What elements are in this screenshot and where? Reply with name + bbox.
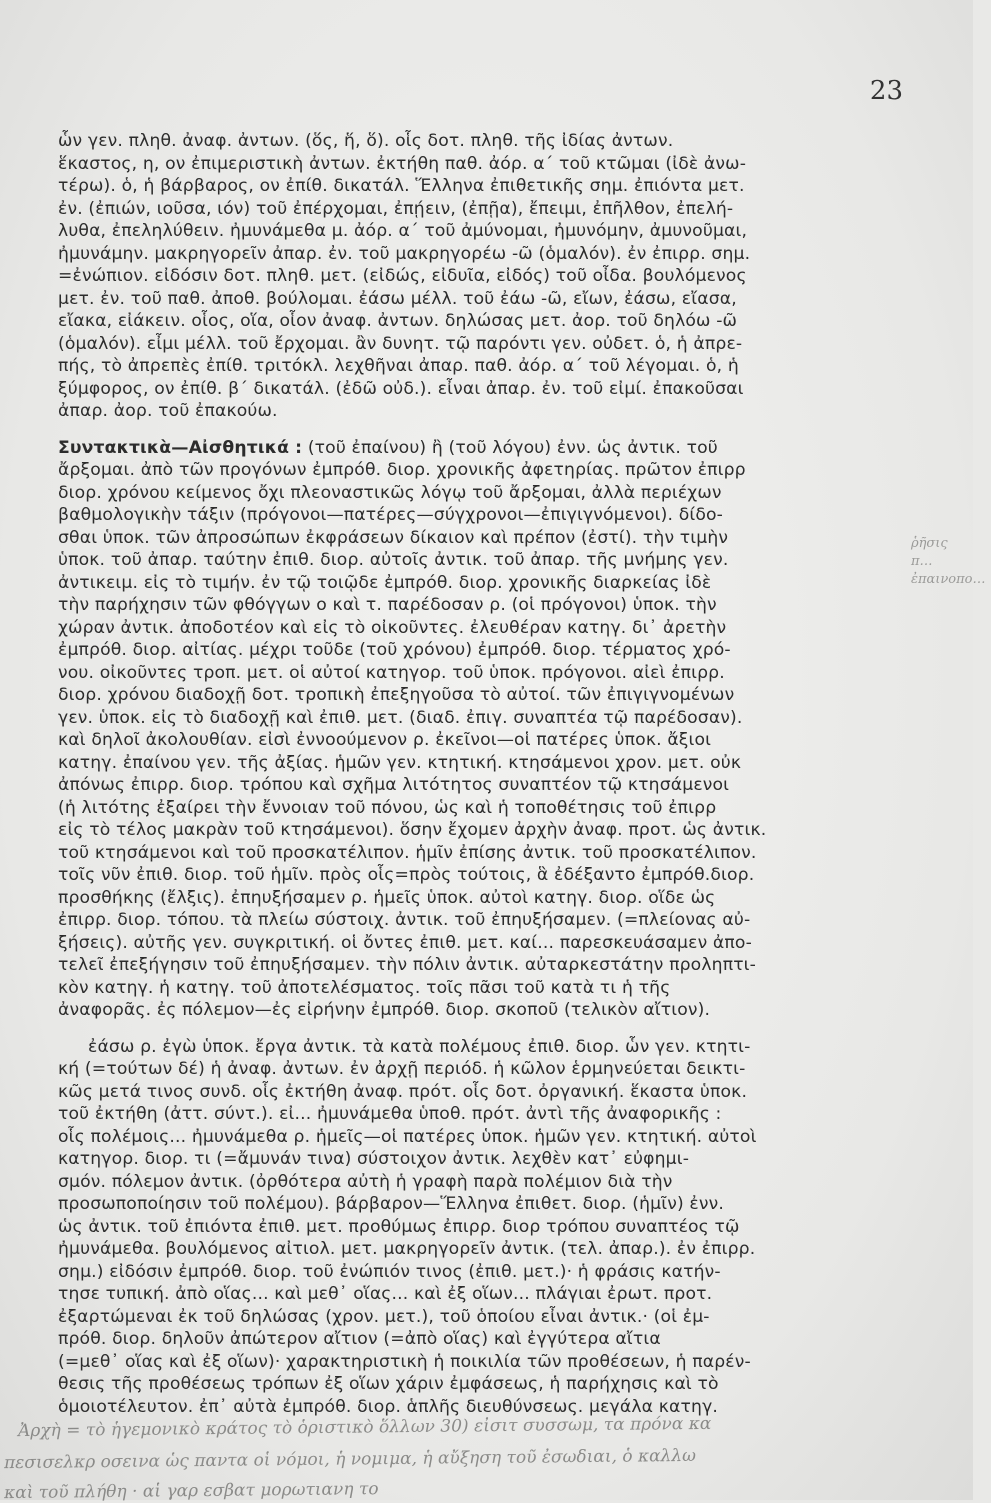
text-line: ὁμοιοτέλευτον. ἐπ᾽ αὐτὰ ἐμπρόθ. διορ. ἁπλῆς διευθύνσεως. μεγάλα κατηγ.	[58, 1396, 719, 1417]
handwritten-note-line-2: πεσισελκρ οσεινα ὡς παντα οἱ νόμοι, ἡ νομιμα, ἡ αὔξηση τοῦ ἐσωδιαι, ὁ καλλω	[3, 1445, 697, 1474]
text-line: βαθμολογικὴν τάξιν (πρόγονοι—πατέρες—σύγχρονοι—ἐπιγιγνόμενοι). δίδο-	[58, 505, 724, 525]
text-line: χώραν ἀντικ. ἀποδοτέον καὶ εἰς τὸ οἰκοῦντες. ἐλευθέραν κατηγ. δι᾽ ἀρετὴν	[58, 617, 727, 638]
text-line-rest: (τοῦ ἐπαίνου) ἢ (τοῦ λόγου) ἐνν. ὡς ἀντικ. τοῦ	[307, 437, 718, 458]
text-line: τοῦ κτησάμενοι καὶ τοῦ προσκατέλιπον. ἡμῖν ἐπίσης ἀντικ. τοῦ προσκατέλιπον.	[58, 842, 757, 863]
text-line: μετ. ἐν. τοῦ παθ. ἀποθ. βούλομαι. ἐάσω μέλλ. τοῦ ἐάω -ῶ, εἴων, ἐάσω, εἴασα,	[58, 288, 737, 309]
margin-handwritten-note: ῥῆσις π… ἐπαινοπο…	[911, 536, 986, 587]
paragraph	[58, 437, 916, 1022]
text-line: πής, τὸ ἀπρεπὲς ἐπίθ. τριτόκλ. λεχθῆναι ἀπαρ. παθ. ἀόρ. α΄ τοῦ λέγομαι. ὁ, ἡ	[58, 356, 739, 376]
text-line: διορ. χρόνου διαδοχῇ δοτ. τροπικὴ ἐπεξηγοῦσα τὸ αὐτοί. τῶν ἐπιγιγνομένων	[58, 685, 735, 705]
text-line: θεσις τῆς προθέσεως τρόπων ἐξ οἵων χάριν ἐμφάσεως, ἡ παρήχησις καὶ τὸ	[58, 1374, 719, 1394]
text-line: ἠμυνάμεθα. βουλόμενος αἰτιολ. μετ. μακρηγορεῖν ἀντικ. (τελ. ἀπαρ.). ἐν ἐπιρρ.	[58, 1239, 756, 1259]
text-line: πρόθ. διορ. δηλοῦν ἀπώτερον αἴτιον (=ἀπὸ οἵας) καὶ ἐγγύτερα αἴτια	[58, 1329, 661, 1349]
text-line: ἀντικειμ. εἰς τὸ τιμήν. ἐν τῷ τοιῷδε ἐμπρόθ. διορ. χρονικῆς διαρκείας ἰδὲ	[58, 572, 712, 593]
text-line: ὡς ἀντικ. τοῦ ἐπιόντα ἐπιθ. μετ. προθύμως ἐπιρρ. διορ τρόπου συναπτέος τῷ	[58, 1216, 740, 1237]
text-line: (ὁμαλόν). εἶμι μέλλ. τοῦ ἔρχομαι. ἂν δυνητ. τῷ παρόντι γεν. οὐδετ. ὁ, ἡ ἀπρε-	[58, 333, 743, 354]
text-line: σμόν. πόλεμον ἀντικ. (ὀρθότερα αὐτὴ ἡ γραφὴ παρὰ πολέμιον διὰ τὴν	[58, 1171, 673, 1192]
text-line: ἐξαρτώμεναι ἐκ τοῦ δηλώσας (χρον. μετ.), τοῦ ὁποίου εἶναι ἀντικ.· (οἱ ἐμ-	[58, 1306, 710, 1327]
text-line: νου. οἰκοῦντες τροπ. μετ. οἱ αὐτοί κατηγορ. τοῦ ὑποκ. πρόγονοι. αἰεὶ ἐπιρρ.	[58, 662, 725, 683]
text-line: ἐάσω ρ. ἐγὼ ὑποκ. ἔργα ἀντικ. τὰ κατὰ πολέμους ἐπιθ. διορ. ὧν γεν. κτητι-	[88, 1036, 751, 1057]
text-line	[58, 437, 916, 460]
text-line: ξύμφορος, ον ἐπίθ. β΄ δικατάλ. (ἐδῶ οὐδ.). εἶναι ἀπαρ. ἐν. τοῦ εἰμί. ἐπακοῦσαι	[58, 378, 744, 399]
text-line: ξήσεις). αὐτῆς γεν. συγκριτική. οἱ ὄντες ἐπιθ. μετ. καί... παρεσκευάσαμεν ἀπο-	[58, 932, 752, 953]
text-line: ἐν. (ἐπιών, ιοῦσα, ιόν) τοῦ ἐπέρχομαι, ἐπῄειν, (ἐπῇα), ἔπειμι, ἐπῆλθον, ἐπελή-	[58, 198, 734, 219]
text-line: ὧν γεν. πληθ. ἀναφ. ἀντων. (ὅς, ἥ, ὅ). οἷς δοτ. πληθ. τῆς ἰδίας ἀντων.	[58, 131, 674, 151]
text-line: προσθήκης (ἔλξις). ἐπηυξήσαμεν ρ. ἡμεῖς ὑποκ. αὐτοὶ κατηγ. διορ. οἵδε ὡς	[58, 887, 716, 908]
handwritten-note-line-1: Ἀρχὴ = τὸ ἡγεμονικὸ κράτος τὸ ὁριστικὸ ὅλλων 30) εἰσιτ συσσωμ, τα πρόνα κα	[17, 1413, 712, 1442]
text-line: ἀπαρ. ἀορ. τοῦ ἐπακούω.	[58, 401, 278, 421]
text-line: διορ. χρόνου κείμενος ὄχι πλεοναστικῶς λόγῳ τοῦ ἄρξομαι, ἀλλὰ περιέχων	[58, 482, 722, 503]
text-line: (ἡ λιτότης ἐξαίρει τὴν ἔννοιαν τοῦ πόνου, ὡς καὶ ἡ τοποθέτησις τοῦ ἐπιρρ	[58, 797, 717, 818]
text-line: λυθα, ἐπεληλύθειν. ἠμυνάμεθα μ. ἀόρ. α΄ τοῦ ἀμύνομαι, ἠμυνόμην, ἀμυνοῦμαι,	[58, 221, 748, 241]
text-line: εἴακα, εἰάκειν. οἷος, οἵα, οἷον ἀναφ. ἀντων. δηλώσας μετ. ἀορ. τοῦ δηλόω -ῶ	[58, 311, 738, 331]
text-line: =ἐνώπιον. εἰδόσιν δοτ. πληθ. μετ. (εἰδώς, εἰδυῖα, εἰδός) τοῦ οἶδα. βουλόμενος	[58, 266, 747, 286]
text-line: ἀναφορᾶς. ἐς πόλεμον—ἐς εἰρήνην ἐμπρόθ. διορ. σκοποῦ (τελικὸν αἴτιον).	[58, 1000, 711, 1020]
text-line: κή (=τούτων δέ) ἡ ἀναφ. ἀντων. ἐν ἀρχῇ περιόδ. ἡ κῶλον ἑρμηνεύεται δεικτι-	[58, 1059, 746, 1079]
text-line: ἐμπρόθ. διορ. αἰτίας. μέχρι τοῦδε (τοῦ χρόνου) ἐμπρόθ. διορ. τέρματος χρό-	[58, 640, 731, 660]
text-line: ἠμυνάμην. μακρηγορεῖν ἀπαρ. ἐν. τοῦ μακρηγορέω -ῶ (ὁμαλόν). ἐν ἐπιρρ. σημ.	[58, 243, 751, 264]
text-line: γεν. ὑποκ. εἰς τὸ διαδοχῇ καὶ ἐπιθ. μετ. (διαδ. ἐπιγ. συναπτέα τῷ παρέδοσαν).	[58, 707, 743, 728]
text-line: κατηγ. ἐπαίνου γεν. τῆς ἀξίας. ἡμῶν γεν. κτητική. κτησάμενοι χρον. μετ. οὐκ	[58, 752, 742, 773]
text-line: ἐπιρρ. διορ. τόπου. τὰ πλείω σύστοιχ. ἀντικ. τοῦ ἐπηυξήσαμεν. (=πλείονας αὐ-	[58, 910, 751, 930]
text-line: τὴν παρήχησιν τῶν φθόγγων ο καὶ τ. παρέδοσαν ρ. (οἱ πρόγονοι) ὑποκ. τὴν	[58, 595, 717, 615]
handwritten-note-line-3: καὶ τοῦ πλήθη · αἱ γαρ εσβατ μορωτιανη το	[3, 1479, 379, 1503]
text-line: σημ.) εἰδόσιν ἐμπρόθ. διορ. τοῦ ἐνώπιόν τινος (ἐπιθ. μετ.)· ἡ φράσις κατήν-	[58, 1261, 721, 1282]
text-line: κῶς μετά τινος συνδ. οἷς ἐκτήθη ἀναφ. πρότ. οἷς δοτ. ὀργανική. ἕκαστα ὑποκ.	[58, 1081, 748, 1102]
text-line: (=μεθ᾽ οἵας καὶ ἐξ οἵων)· χαρακτηριστικὴ ἡ ποικιλία τῶν προθέσεων, ἡ παρέν-	[58, 1351, 751, 1372]
text-line: προσωποποίησιν τοῦ πολέμου). βάρβαρον—Ἕλληνα ἐπιθετ. διορ. (ἡμῖν) ἐνν.	[58, 1194, 724, 1214]
page-number: 23	[869, 76, 903, 106]
text-line: κὸν κατηγ. ἡ κατηγ. τοῦ ἀποτελέσματος. τοῖς πᾶσι τοῦ κατὰ τι ἡ τῆς	[58, 977, 671, 998]
text-line: κατηγορ. διορ. τι (=ἄμυνάν τινα) σύστοιχον ἀντικ. λεχθὲν κατ᾽ εὐφημι-	[58, 1149, 690, 1169]
section-heading: Συντακτικὰ—Αἰσθητικά :	[58, 437, 303, 458]
text-line: τησε τυπική. ἀπὸ οἵας... καὶ μεθ᾽ οἵας... καὶ ἐξ οἵων... πλάγιαι ἐρωτ. προτ.	[58, 1284, 713, 1304]
text-line: σθαι ὑποκ. τῶν ἀπροσώπων ἐκφράσεων δίκαιον καὶ πρέπον (ἐστί). τὴν τιμὴν	[58, 527, 729, 548]
text-line: τέρω). ὁ, ἡ βάρβαρος, ον ἐπίθ. δικατάλ. Ἕλληνα ἐπιθετικῆς σημ. ἐπιόντα μετ.	[58, 176, 745, 196]
text-line: ἄρξομαι. ἀπὸ τῶν προγόνων ἐμπρόθ. διορ. χρονικῆς ἀφετηρίας. πρῶτον ἐπιρρ	[58, 460, 746, 480]
text-line: ἕκαστος, η, ον ἐπιμεριστικὴ ἀντων. ἐκτήθη παθ. ἀόρ. α΄ τοῦ κτῶμαι (ἰδὲ ἀνω-	[58, 153, 747, 174]
text-line: τελεῖ ἐπεξήγησιν τοῦ ἐπηυξήσαμεν. τὴν πόλιν ἀντικ. αὐταρκεστάτην προληπτι-	[58, 955, 757, 975]
text-line: καὶ δηλοῖ ἀκολουθίαν. εἰσὶ ἐννοούμενον ρ. ἐκεῖνοι—οἱ πατέρες ὑποκ. ἄξιοι	[58, 730, 712, 750]
text-line: τοῖς νῦν ἐπιθ. διορ. τοῦ ἡμῖν. πρὸς οἷς=πρὸς τούτοις, ἃ ἐδέξαντο ἐμπρόθ.διορ.	[58, 865, 755, 885]
text-line: οἷς πολέμοις... ἠμυνάμεθα ρ. ἡμεῖς—οἱ πατέρες ὑποκ. ἡμῶν γεν. κτητική. αὐτοὶ	[58, 1126, 757, 1147]
body-text	[58, 130, 916, 1418]
text-line: τοῦ ἐκτήθη (ἀττ. σύντ.). εἰ... ἠμυνάμεθα ὑποθ. πρότ. ἀντὶ τῆς ἀναφορικῆς :	[58, 1104, 722, 1124]
paragraph	[58, 1036, 916, 1419]
text-line: εἰς τὸ τέλος μακρὰν τοῦ κτησάμενοι). ὅσην ἔχομεν ἀρχὴν ἀναφ. προτ. ὡς ἀντικ.	[58, 820, 767, 840]
paragraph	[58, 130, 916, 423]
text-line: ἀπόνως ἐπιρρ. διορ. τρόπου καὶ σχῆμα λιτότητος συναπτέον τῷ κτησάμενοι	[58, 775, 730, 795]
text-line: ὑποκ. τοῦ ἀπαρ. ταύτην ἐπιθ. διορ. αὐτοῖς ἀντικ. τοῦ ἀπαρ. τῆς μνήμης γεν.	[58, 550, 729, 570]
